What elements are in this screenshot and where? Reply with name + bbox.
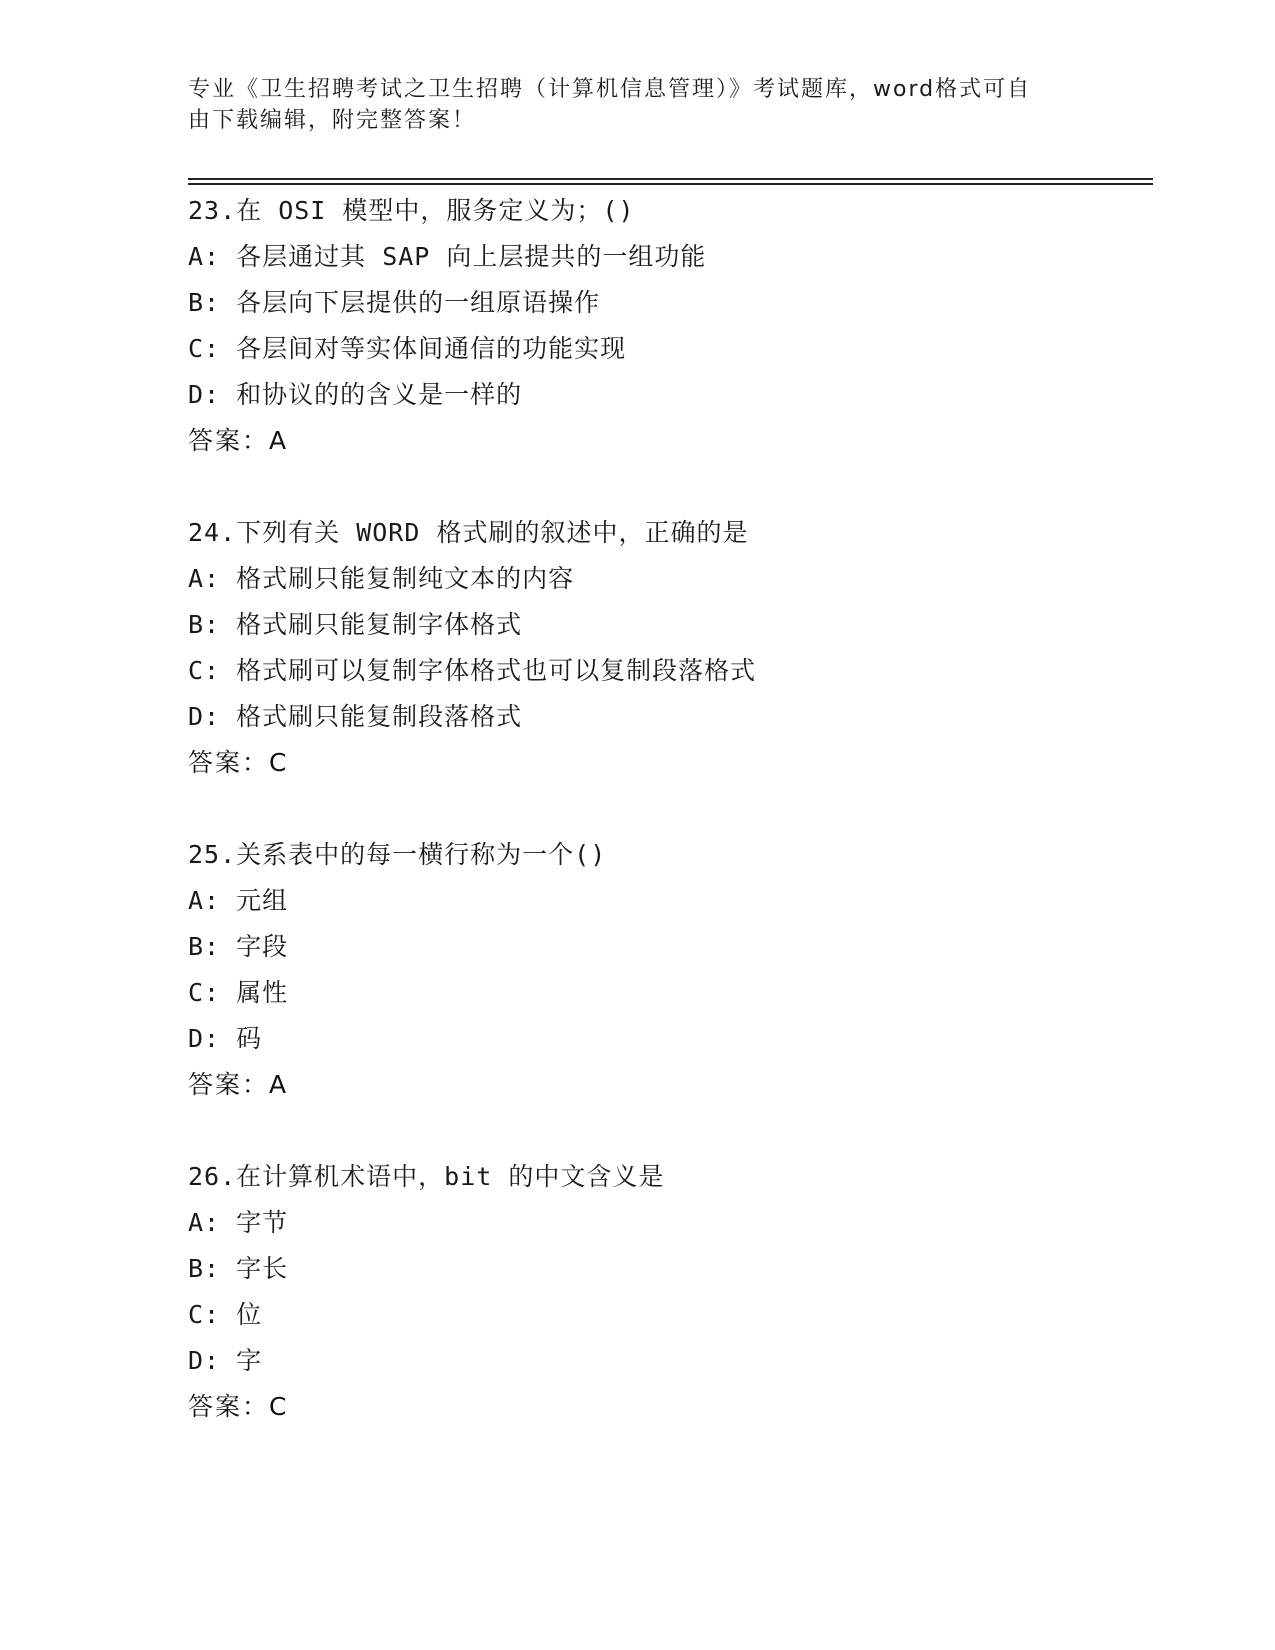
option-b: B: 各层向下层提供的一组原语操作 [188,288,601,317]
question-stem: 25.关系表中的每一横行称为一个() [188,840,607,869]
option-a: A: 格式刷只能复制纯文本的内容 [188,564,575,593]
option-b: B: 格式刷只能复制字体格式 [188,610,523,639]
header-line-2: 由下载编辑，附完整答案！ [188,108,477,133]
header-divider-top [188,178,1153,180]
question-26 [188,1154,1148,1430]
header-line-1: 专业《卫生招聘考试之卫生招聘（计算机信息管理）》考试题库，word格式可自 [188,77,1032,102]
option-d: D: 和协议的的含义是一样的 [188,380,523,409]
answer-line: 答案：A [188,1070,289,1099]
question-stem: 26.在计算机术语中，bit 的中文含义是 [188,1162,665,1191]
answer-line: 答案：C [188,1392,289,1421]
question-25 [188,832,1148,1108]
option-c: C: 位 [188,1300,263,1329]
option-d: D: 码 [188,1024,263,1053]
question-23 [188,188,1148,464]
option-b: B: 字段 [188,932,289,961]
option-a: A: 各层通过其 SAP 向上层提共的一组功能 [188,242,707,271]
question-24 [188,510,1148,786]
answer-line: 答案：C [188,748,289,777]
option-c: C: 属性 [188,978,289,1007]
option-c: C: 各层间对等实体间通信的功能实现 [188,334,627,363]
option-a: A: 元组 [188,886,289,915]
answer-line: 答案：A [188,426,289,455]
option-b: B: 字长 [188,1254,289,1283]
document-header [188,74,1088,136]
option-a: A: 字节 [188,1208,289,1237]
question-stem: 24.下列有关 WORD 格式刷的叙述中，正确的是 [188,518,749,547]
header-divider-bottom [188,183,1153,185]
option-c: C: 格式刷可以复制字体格式也可以复制段落格式 [188,656,757,685]
question-stem: 23.在 OSI 模型中，服务定义为；() [188,196,635,225]
option-d: D: 格式刷只能复制段落格式 [188,702,523,731]
question-list [188,188,1148,1430]
option-d: D: 字 [188,1346,263,1375]
